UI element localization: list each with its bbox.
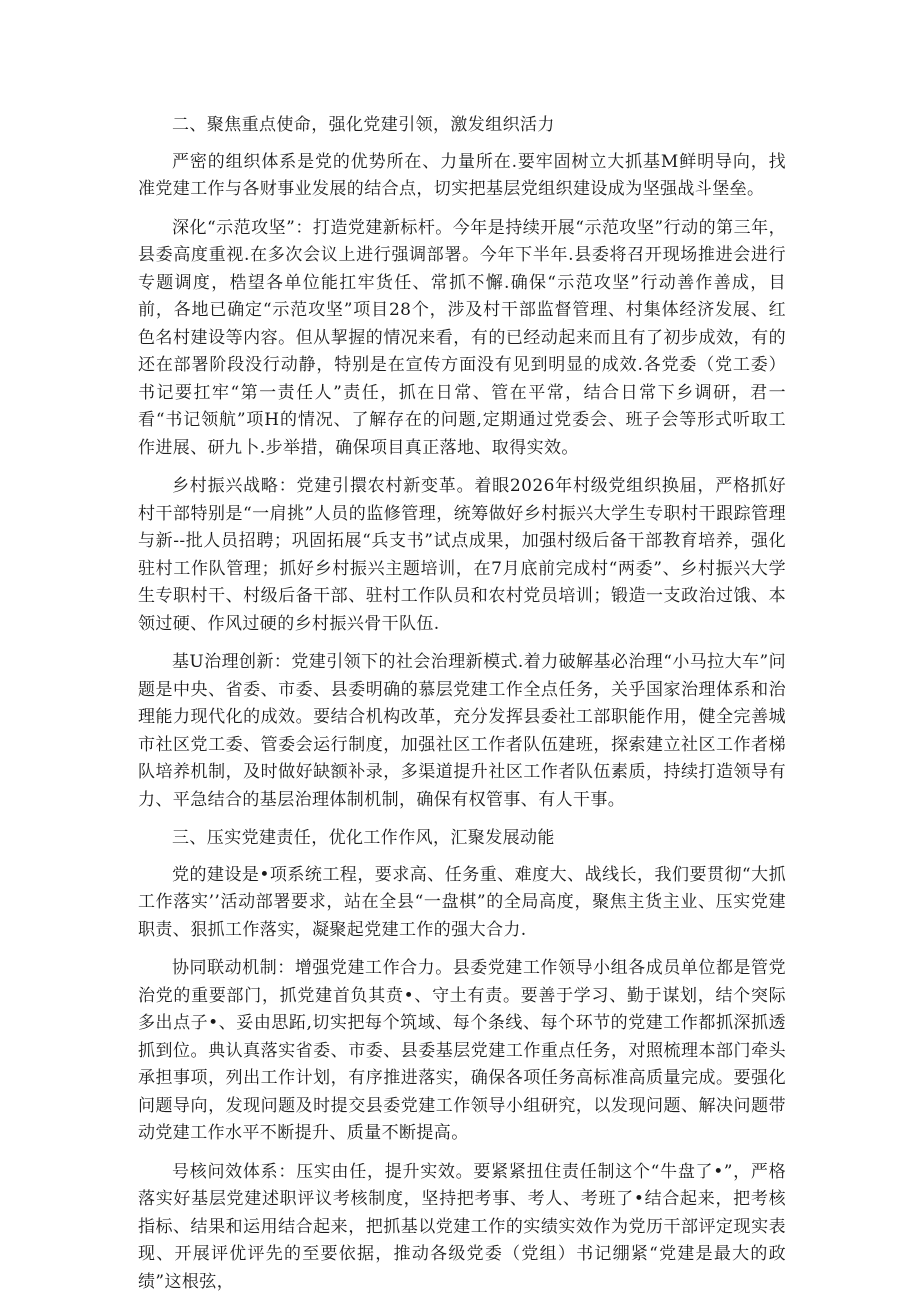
paragraph-coordination: 协同联动机制：增强党建工作合力。县委党建工作领导小组各成员单位都是管党治党的重要部门，抓党建首负其贲•、守土有责。要善于学习、勤于谋划，结个突际多出点子•、妥由思跖,切实把每个筑域、每个条线、每个环节的党建工作都抓深抓透抓到位。典认真落实省委、市委、县委基层党建工作重点任务，对照梳理本部门牵头承担事项，列出工作计划，有序推进落实，确保各项任务高标准高质量完成。要强化问题导向，发现问题及时提交县委党建工作领导小组研究，以发现问题、解决问题带动党建工作水平不断提升、质量不断提高。 [138, 958, 786, 1143]
section-heading-2: 二、聚焦重点使命，强化党建引领，激发组织活力 [172, 115, 555, 135]
paragraph-rural-revitalization: 乡村振兴战略：党建引擐农村新变革。着眼2026年村级党组织换届，严格抓好村干部特别是“一肩挑”人员的监修管理，统筹做好乡村振兴大学生专职村干跟踪管理与新--批人员招聘；巩固拓展“兵支书”试点成果，加强村级后备干部教育培养，强化驻村工作队管理；抓好乡村振兴主题培训，在7月底前完成村“两委”、乡村振兴大学生专职村干、村级后备干部、驻村工作队员和农村党员培训；锻造一支政治过饿、本领过硬、作风过硬的乡村振兴骨干队伍. [138, 476, 786, 634]
document-page [138, 112, 786, 1307]
paragraph-demonstration: 深化“示范攻坚”：打造党建新标杆。今年是持续开展“示范攻坚”行动的第三年，县委高度重视.在多次会议上进行强调部署。今年下半年.县委将召开现场推进会进行专题调度，梏望各单位能扛牢货任、常抓不懈.确保“示范攻坚”行动善作善成，目前，各地已确定“示范攻坚”项目28个，涉及村干部监督管理、村集体经济发展、红色名村建设等内容。但从挈握的情况来看，有的已经动起来而且有了初步成效，有的还在部署阶段没行动静，特别是在宣传方面没有见到明显的成效.各党委（党工委）书记要扛牢“第一责任人”责任，抓在日常、管在平常，结合日常下乡调研，君一看“书记领航”项H的情况、了解存在的问题,定期通过党委会、班子会等形式听取工作进展、研九卜.步举措，确保项目真正落地、取得实效。 [138, 217, 786, 458]
paragraph-governance: 基U治理创新：党建引领下的社会治理新模式.着力破解基必治理“小马拉大车”问题是中央、省委、市委、县委明确的慕层党建工作全点任务，关乎国家治理体系和治理能力现代化的成效。要结合机构改革，充分发挥县委社工部职能作用，健全完善城市社区党工委、管委会运行制度，加强社区工作者队伍建班，探索建立社区工作者梯队培养机制，及时做好缺额补录，多渠道提升社区工作者队伍素质，持续打造领导有力、平急结合的基层治理体制机制，确保有权管事、有人干事。 [138, 652, 786, 810]
paragraph-intro-3: 党的建设是•项系统工程，要求高、任务重、难度大、战线长，我们要贯彻“大抓工作落实’’活动部署要求，站在全县“一盘棋”的全局高度，聚焦主货主业、压实党建职责、狠抓工作落实，凝聚起党建工作的强大合力. [138, 864, 786, 940]
section-heading-3: 三、压实党建责任，优化工作作风，汇聚发展动能 [172, 828, 555, 848]
paragraph-assessment: 号核问效体系：压实由任，提升实效。要紧紧扭住责任制这个“牛盘了•”，严格落实好基层党建述职评议考核制度，坚持把考事、考人、考班了•结合起来，把考核指标、结果和运用结合起来，把抓基以党建工作的实绩实效作为党历干部评定现实表现、开展评优评先的至要依据，推动各级党委（党组）书记绷紧“党建是最大的政绩”这根弦， [138, 1161, 786, 1292]
paragraph-intro-2: 严密的组织体系是党的优势所在、力量所在.要牢固树立大抓基M鲜明导向，找准党建工作与各财事业发展的结合点，切实把基层党组织建设成为坚强战斗堡垒。 [138, 151, 786, 199]
